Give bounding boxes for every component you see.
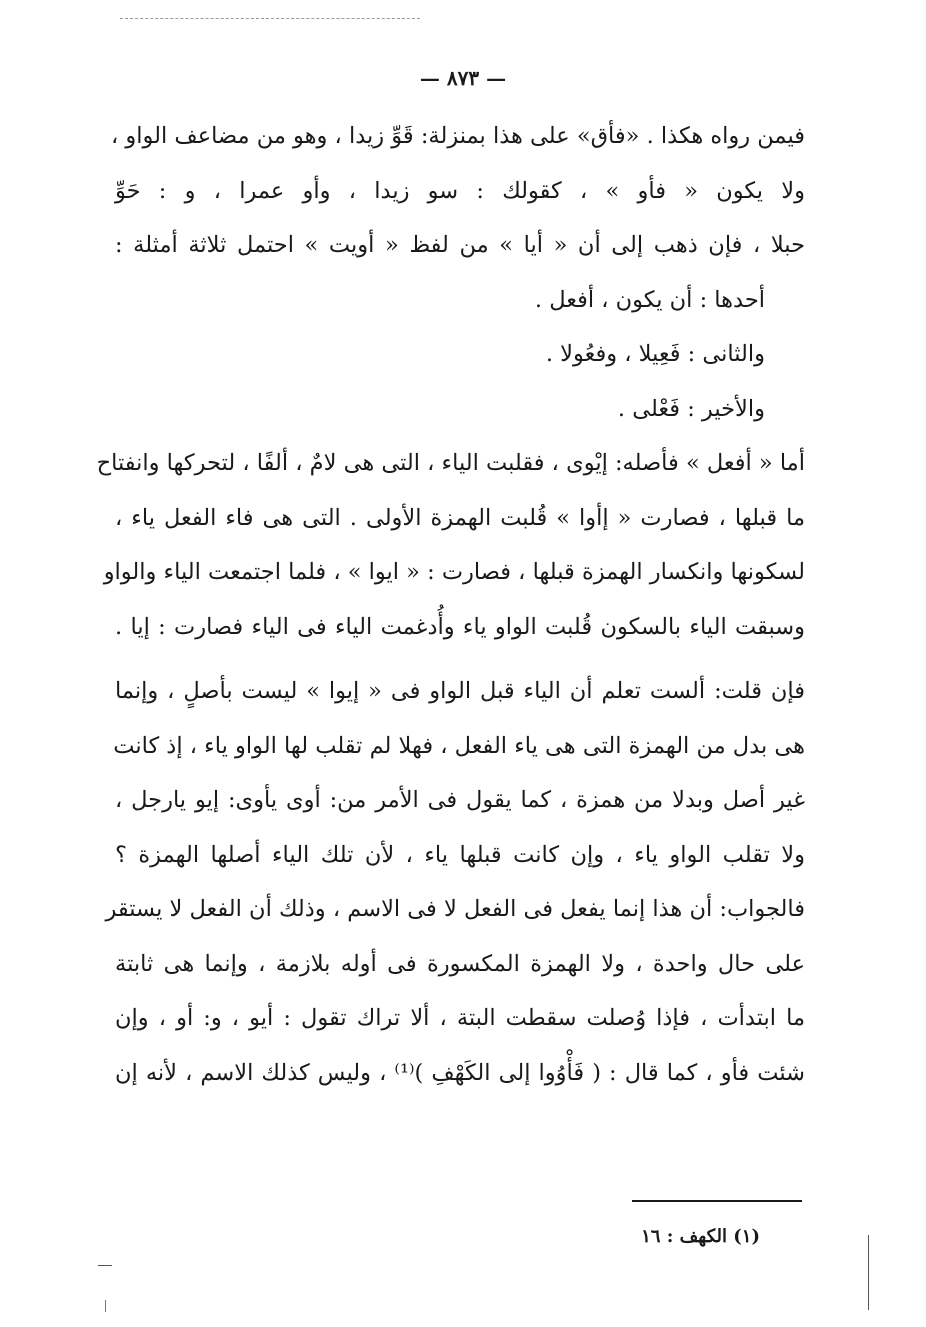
footnote-divider — [632, 1200, 802, 1202]
scan-mark — [98, 1265, 112, 1266]
text-line: لسكونها وانكسار الهمزة قبلها ، فصارت : « ايوا » ، فلما اجتمعت الياء والواو — [103, 559, 805, 585]
text-line: فيمن رواه هكذا . «فأق» على هذا بمنزلة: قَوِّ زيدا ، وهو من مضاعف الواو ، — [111, 123, 805, 149]
text-line: غير أصل وبدلا من همزة ، كما يقول فى الأمر من: أوى يأوى: إيو يارجل ، — [115, 787, 805, 813]
text-line: والأخير : فَعْلى . — [617, 395, 765, 422]
text-line: أحدها : أن يكون ، أفعل . — [534, 286, 765, 313]
text-line: فإن قلت: ألست تعلم أن الياء قبل الواو فى « إيوا » ليست بأصلٍ ، وإنما — [115, 678, 805, 704]
text-line: على حال واحدة ، ولا الهمزة المكسورة فى أوله بلازمة ، وإنما هى ثابتة — [115, 950, 805, 977]
text-line: فالجواب: أن هذا إنما يفعل فى الفعل لا فى الاسم ، وذلك أن الفعل لا يستقر — [105, 896, 805, 922]
scan-edge-rule — [120, 18, 420, 19]
text-line: والثانى : فَعِيلا ، وفعُولا . — [545, 341, 765, 367]
scan-mark — [105, 1300, 106, 1312]
text-line: ولا تقلب الواو ياء ، وإن كانت قبلها ياء ، لأن تلك الياء أصلها الهمزة ؟ — [115, 841, 805, 868]
text-line: أما « أفعل » فأصله: إيْوى ، فقلبت الياء ، التى هى لامٌ ، ألفًا ، لتحركها وانفتاح — [96, 450, 805, 476]
text-line: حبلا ، فإن ذهب إلى أن « أيا » من لفظ « أويت » احتمل ثلاثة أمثلة : — [115, 232, 805, 258]
text-line: وسبقت الياء بالسكون قُلبت الواو ياء وأُدغمت الياء فى الياء فصارت : إيا . — [115, 613, 805, 640]
footnote: (١) الكهف : ١٦ — [641, 1226, 760, 1247]
body-text — [96, 120, 805, 1111]
page-number: — ٨٧٣ — — [419, 66, 507, 90]
text-line: ولا يكون « فأو » ، كقولك : سو زيدا ، وأو عمرا ، و : حَوِّ — [115, 177, 805, 204]
text-line: هى بدل من الهمزة التى هى ياء الفعل ، فهلا لم تقلب لها الواو ياء ، إذ كانت — [113, 732, 805, 759]
text-line: ما ابتدأت ، فإذا وُصلت سقطت البتة ، ألا تراك تقول : أيو ، و: أو ، وإن — [115, 1005, 805, 1031]
text-line: شئت فأو ، كما قال : ( فَأْوُوا إلى الكَهْفِ )⁽¹⁾ ، وليس كذلك الاسم ، لأنه إن — [115, 1059, 805, 1086]
text-line: ما قبلها ، فصارت « إأوا » قُلبت الهمزة الأولى . التى هى فاء الفعل ياء ، — [115, 504, 805, 531]
scan-mark — [868, 1235, 869, 1310]
